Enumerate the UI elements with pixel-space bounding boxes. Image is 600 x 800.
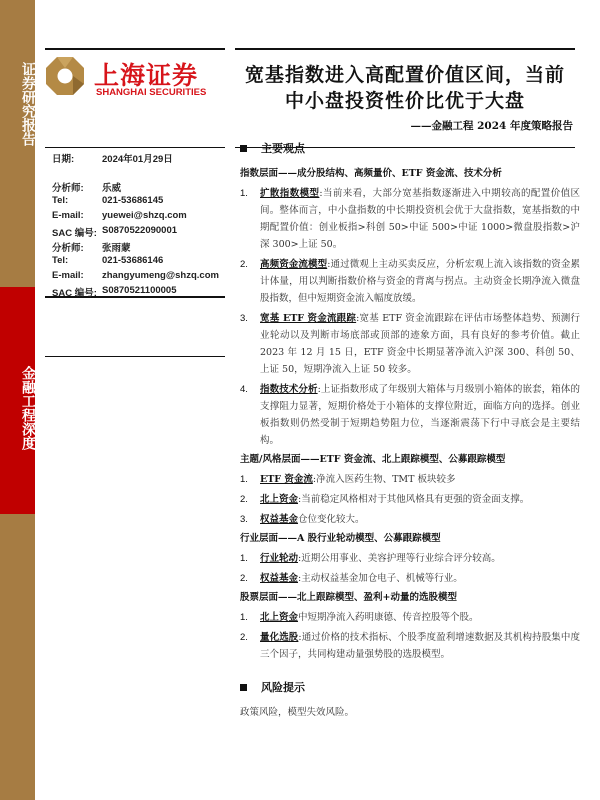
info-label: E-mail: [52,270,84,281]
info-label: E-mail: [52,210,84,221]
info-label: Tel: [52,255,69,266]
info-value: 021-53686145 [102,195,164,206]
risk-heading [240,679,580,696]
item-number: 1. [240,612,248,623]
item-key: ETF 资金流 [260,474,313,485]
heading-text: 主要观点 [261,142,305,155]
info-label: Tel: [52,195,69,206]
section-title: 指数层面——成分股结构、高频量价、ETF 资金流、技术分析 [240,168,502,179]
item-key: 行业轮动 [260,553,299,564]
report-subtitle: ——金融工程 2024 年度策略报告 [410,120,573,132]
item-text: 中短期净流入药明康德、传音控股等个股。 [298,612,479,623]
item-key: 扩散指数模型 [260,188,320,199]
item-number: 4. [240,384,248,395]
section-title: 行业层面——A 股行业轮动模型、公募跟踪模型 [240,533,441,544]
info-value: 021-53686146 [102,255,164,266]
list-item [240,491,580,508]
item-text: :当前稳定风格相对于其他风格具有更强的资金面支撑。 [298,494,530,505]
divider [45,356,225,357]
item-number: 3. [240,514,248,525]
info-label: 分析师: [52,243,84,254]
item-key: 北上资金 [260,612,299,623]
item-text: :主动权益基金加仓电子、机械等行业。 [298,573,463,584]
item-key: 权益基金 [260,514,299,525]
logo-text-en: SHANGHAI SECURITIES [96,87,207,98]
list-item [240,629,580,663]
item-number: 3. [240,313,248,324]
item-text: :上证指数形成了年级别大箱体与月级别小箱体的嵌套，箱体的支撑阻力显著，短期价格处于小箱体的支撑位附近，面临方向的选择。创业板指数则仍然受制于短期趋势阻力位，当逐渐震荡下行中寻底会是主要结构。 [260,384,580,446]
list-item [240,471,580,488]
item-text: :通过微观上主动买卖反应，分析宏观上流入该指数的资金累计体量，用以判断指数价格与资金的背离与拐点。主动资金长期净流入微盘股指数，但中短期资金流入幅度放缓。 [260,259,580,304]
item-text: :当前来看，大部分宽基指数逐渐进入中期较高的配置价值区间。整体而言，中小盘指数的中长期投资机会优于大盘指数，宽基指数的中期配置价值：创业板指>科创 50>中证 500>中证 1000>微盘股指数>沪深 300>上证 50。 [260,188,580,250]
item-key: 权益基金 [260,573,299,584]
item-text: :宽基 ETF 资金流跟踪在评估市场整体趋势、预测行业轮动以及判断市场底部或顶部的迹象方面，具有良好的参考价值。截止 2023 年 12 月 15 日，ETF 资金中长期显著净流入沪深 300、科创 50、上证 50，短期净流入上证 50 较多。 [260,313,580,375]
list-item [240,310,580,378]
list-item [240,381,580,449]
item-number: 2. [240,259,248,270]
info-value: 张雨蒙 [102,243,131,254]
main-content [240,140,580,721]
item-number: 1. [240,553,248,564]
item-key: 指数技术分析 [260,384,318,395]
divider [45,147,225,148]
item-number: 2. [240,573,248,584]
item-key: 量化选股 [260,632,299,643]
risk-text: 政策风险，模型失效风险。 [240,707,355,718]
heading-text: 风险提示 [261,681,305,694]
item-number: 2. [240,494,248,505]
item-number: 1. [240,474,248,485]
info-value: S0870521100005 [102,285,177,296]
list-item [240,511,580,528]
item-key: 宽基 ETF 资金流跟踪 [260,313,357,324]
report-title-line1: 宽基指数进入高配置价值区间，当前 [244,64,565,86]
company-logo-icon [45,56,85,96]
list-item [240,550,580,567]
list-item [240,256,580,307]
info-value: yuewei@shzq.com [102,210,187,221]
divider [45,48,225,50]
item-text: :净流入医药生物、TMT 板块较多 [312,474,456,485]
item-number: 2. [240,632,248,643]
section-title: 主题/风格层面——ETF 资金流、北上跟踪模型、公募跟踪模型 [240,454,506,465]
item-number: 1. [240,188,248,199]
key-points-heading [240,140,580,157]
item-key: 高频资金流模型 [260,259,328,270]
info-label: 日期: [52,154,75,165]
info-value: S0870522090001 [102,225,178,236]
item-key: 北上资金 [260,494,299,505]
item-text: 仓位变化较大。 [298,514,365,525]
info-label: SAC 编号: [52,228,97,239]
bullet-square-icon [240,145,247,152]
info-value: 乐威 [102,183,122,194]
list-item [240,185,580,253]
info-label: 分析师: [52,183,84,194]
list-item [240,570,580,587]
list-item [240,609,580,626]
logo-text-cn: 上海证券 [94,61,199,90]
info-value: 2024年01月29日 [102,154,173,165]
sidebar-mid-label: 金融工程深度 [20,366,36,450]
item-text: :近期公用事业、美容护理等行业综合评分较高。 [298,553,501,564]
report-title-line2: 中小盘投资性价比优于大盘 [284,90,525,112]
info-value: zhangyumeng@shzq.com [102,270,219,281]
info-label: SAC 编号: [52,288,97,299]
sidebar-top-label: 证券研究报告 [20,62,36,146]
divider [235,48,575,50]
section-title: 股票层面——北上跟踪模型、盈利+动量的选股模型 [240,592,457,603]
bullet-square-icon [240,684,247,691]
item-text: :通过价格的技术指标、个股季度盈利增速数据及其机构持股集中度三个因子，共同构建动量强势股的选股模型。 [260,632,580,660]
